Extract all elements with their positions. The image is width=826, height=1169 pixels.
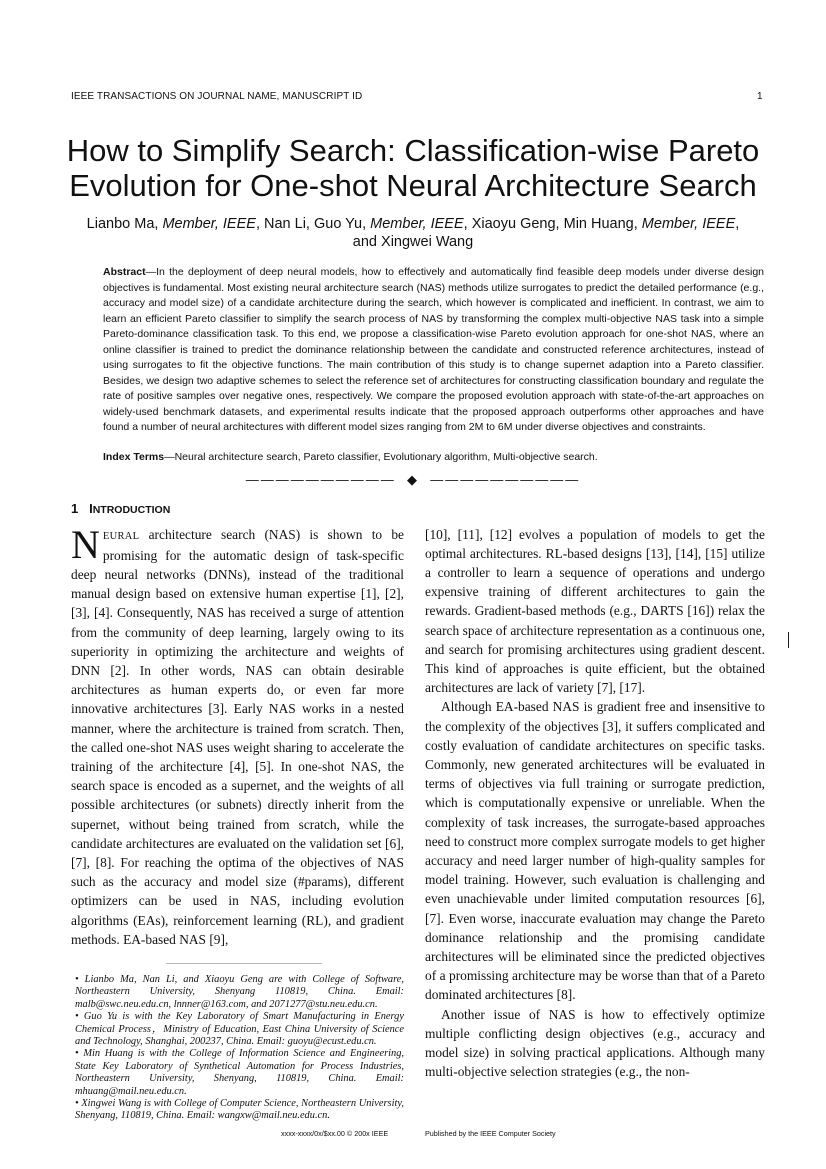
body-paragraph: Although EA-based NAS is gradient free and insensitive to the complexity of the objectives [3], it suffers complicated and costly evaluation of candidate architectures on specific tasks. Commonly, new generated architectures will be evaluated in terms of objectives via full training or surrogate prediction, which is computationally expensive or unreliable. When the complexity of task increases, the surrogate-based approaches need to construct more complex surrogate models to get higher accuracy and need larger number of high-quality samples for model training. However, such evaluation is challenging and even unachievable under limited computation resources [6], [7]. Even worse, inaccurate evaluation may change the Pareto dominance relationship and the promising candidate architectures will be eliminated since the predicted objectives of a promissing architecture may be worse than that of a Pareto dominated architectures [8]. [425, 699, 765, 1003]
body-columns [71, 521, 826, 1123]
drop-cap: N [71, 521, 100, 567]
author-name: Min Huang [563, 216, 634, 232]
footnote: • Lianbo Ma, Nan Li, and Xiaoyu Geng are with College of Software, Northeastern University, Shenyang 110819, China. Email: malb@swc.neu.edu.cn, lnnner@163.com, and 2071277@stu.neu.edu.cn. [75, 973, 404, 1010]
lead-caps: EURAL [102, 530, 140, 542]
footnote-rule [166, 963, 322, 964]
running-head: IEEE TRANSACTIONS ON JOURNAL NAME, MANUSCRIPT ID [71, 91, 363, 102]
author-name: Nan Li [264, 216, 306, 232]
index-terms [103, 450, 764, 464]
footnote: • Xingwei Wang is with College of Computer Science, Northeastern University, Shenyang, 110819, China. Email: wangxw@mail.neu.edu.cn. [75, 1098, 404, 1122]
section-number: 1 [71, 500, 79, 516]
author-membership: Member, IEEE [641, 216, 736, 232]
page-footer [281, 1129, 826, 1139]
author-name: Lianbo Ma [86, 216, 155, 232]
footnote: • Guo Yu is with the Key Laboratory of Smart Manufacturing in Energy Chemical Process，Ministry of Education, East China University of Science and Technology, Shanghai, 200237, China. Email: guoyu@ecust.edu.cn. [75, 1011, 404, 1047]
left-column-text [71, 521, 404, 949]
author-membership: Member, IEEE [370, 216, 464, 232]
change-bar-marker [788, 632, 789, 648]
author-list: Lianbo Ma, Member, IEEE, Nan Li, Guo Yu, Member, IEEE, Xiaoyu Geng, Min Huang, Member, IEEE, and Xingwei Wang [86, 216, 740, 250]
paper-title: How to Simplify Search: Classification-wise Pareto Evolution for One-shot Neural Architecture Search [66, 133, 760, 203]
author-name: Guo Yu [313, 216, 363, 232]
publisher-notice: Published by the IEEE Computer Society [425, 1128, 556, 1138]
right-column [425, 525, 765, 1082]
abstract-text: —In the deployment of deep neural models, how to effectively and automatically find feasible deep models under diverse design objectives is fundamental. Most existing neural architecture search (NAS) methods utilize surrogates to predict the detailed performance (e.g., accuracy and model size) of a candidate architecture during the search, which however is complicated and inefficient. In contrast, we aim to learn an efficient Pareto classifier to simplify the search process of NAS by transforming the complex multi-objective NAS task into a simple Pareto-dominance classification task. To this end, we propose a classification-wise Pareto evolution approach for one-shot NAS, where an online classifier is trained to predict the dominance relationship between the candidate and constructed reference architectures, instead of using surrogates to fit the objective functions. The main contribution of this study is to change supernet adaption into a Pareto classifier. Besides, we design two adaptive schemes to select the reference set of architectures for constructing classification boundary and regulate the rate of positive samples over negative ones, respectively. We compare the proposed evolution approach with state-of-the-art approaches on widely-used benchmark datasets, and experimental results indicate that the proposed approach outperforms other approaches and have found a number of neural architectures with different model sizes ranging from 2M to 6M under diverse objectives and constraints. [103, 266, 764, 433]
index-terms-text: —Neural architecture search, Pareto classifier, Evolutionary algorithm, Multi-objective search. [164, 450, 598, 463]
paragraph-text: architecture search (NAS) is shown to be promising for the automatic design of task-specific deep neural networks (DNNs), instead of the traditional manual design based on extensive human expertise [1], [2], [3], [4]. Consequently, NAS has received a surge of attention from the community of deep learning, largely owing to its superiority in optimizing the architecture and weights of DNN [2]. In other words, NAS can obtain desirable architectures as human experts do, or even far more innovative architectures [3]. Early NAS works in a nested manner, where the architecture is trained from scratch. Then, the called one-shot NAS uses weight sharing to accelerate the training of the architecture [4], [5]. In one-shot NAS, the search space is encoded as a supernet, and the weights of all possible architectures (or subnets) directly inherit from the supernet, without being trained from scratch, while the candidate architectures are evaluated on the validation set [6], [7], [8]. For reaching the optima of the objectives of NAS such as the accuracy and model size (#params), different optimizers can be used in NAS, including evolution algorithms (EAs), reinforcement learning (RL), and gradient methods. EA-based NAS [9], [71, 526, 404, 947]
copyright-notice: xxxx-xxxx/0x/$xx.00 © 200x IEEE [281, 1128, 389, 1138]
footnote: • Min Huang is with the College of Information Science and Engineering, State Key Laboratory of Synthetical Automation for Process Industries, Northeastern University, Shenyang, 110819, China. Email: mhuang@mail.neu.edu.cn. [75, 1048, 404, 1097]
abstract-label: Abstract [103, 266, 146, 278]
section-title-rest: NTRODUCTION [92, 503, 171, 516]
author-membership: Member, IEEE [162, 216, 256, 232]
section-title-initial: I [89, 500, 93, 516]
body-paragraph [71, 521, 404, 949]
author-name: Xingwei Wang [381, 234, 474, 250]
page-number: 1 [757, 91, 763, 102]
author-affiliations [75, 974, 404, 1123]
body-paragraph: [10], [11], [12] evolves a population of models to get the optimal architectures. RL-based designs [13], [14], [15] utilize a controller to learn a sequence of operations and undergo expensive training of different architectures to gain the rewards. Gradient-based methods (e.g., DARTS [16]) relax the search space of architecture representation as a continuous one, and search for promising architectures using gradient descent. This kind of approaches is quite efficient, but the obtained architectures are lack of variety [7], [17]. [425, 526, 765, 696]
index-terms-label: Index Terms [103, 450, 165, 463]
abstract [103, 265, 764, 436]
section-separator: —————————— ◆ —————————— [245, 471, 581, 487]
author-name: Xiaoyu Geng [471, 216, 556, 232]
left-column [71, 521, 404, 1123]
body-paragraph: Another issue of NAS is how to effectively optimize multiple conflicting design objectives (e.g., accuracy and model size) in solving practical applications. Although many multi-objective selection strategies (e.g., the non- [425, 1006, 765, 1080]
section-heading [71, 500, 826, 519]
